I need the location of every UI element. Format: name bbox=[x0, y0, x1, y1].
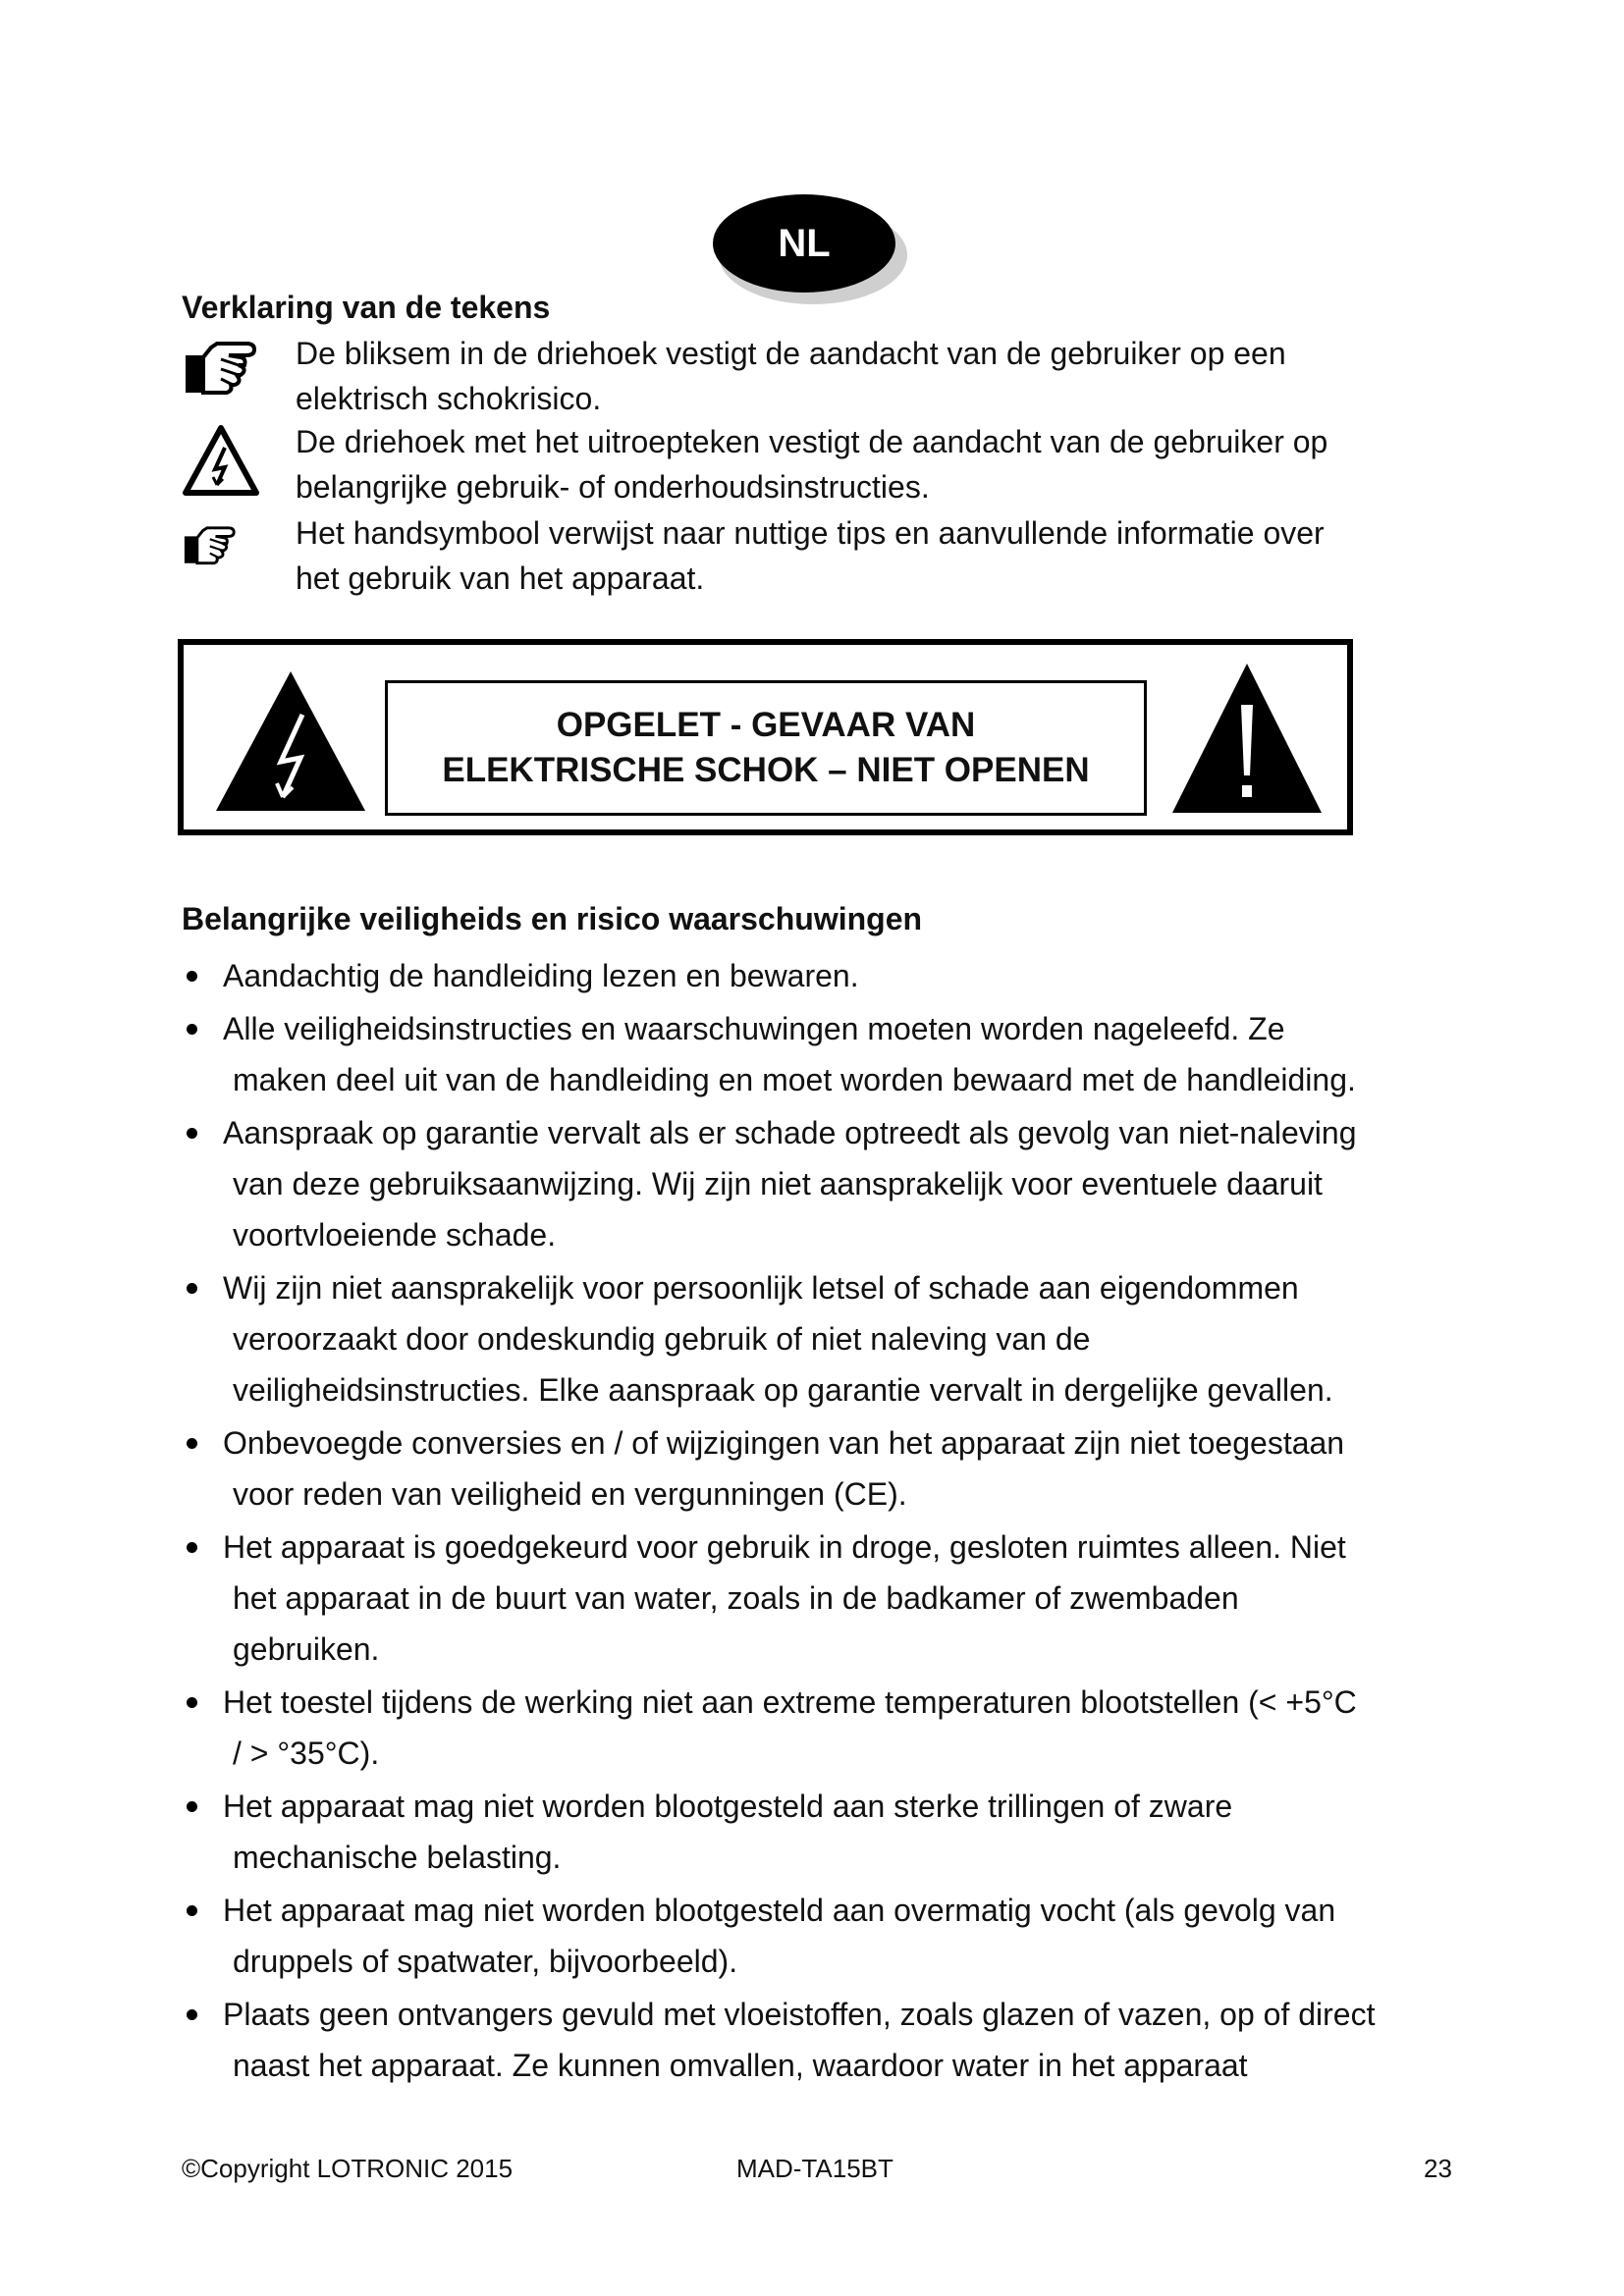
list-item: Aanspraak op garantie vervalt als er schade optreedt als gevolg van niet-naleving van deze gebruiksaanwijzing. Wij zijn niet aansprakelijk voor eventuele daaruit voortvloeiende schade. bbox=[182, 1107, 1478, 1260]
list-item: Alle veiligheidsinstructies en waarschuwingen moeten worden nageleefd. Ze maken deel uit van de handleiding en moet worden bewaard met de handleiding. bbox=[182, 1003, 1478, 1105]
language-badge bbox=[713, 192, 909, 306]
warning-line-2: ELEKTRISCHE SCHOK – NIET OPENEN bbox=[442, 751, 1090, 789]
exclamation-triangle-icon bbox=[1168, 660, 1326, 817]
footer-copyright: ©Copyright LOTRONIC 2015 bbox=[182, 2154, 514, 2183]
pointing-hand-icon bbox=[182, 522, 260, 567]
page-number: 23 bbox=[1424, 2154, 1452, 2183]
warning-message bbox=[385, 680, 1147, 816]
badge-label: NL bbox=[778, 221, 831, 265]
pointing-hand-icon bbox=[182, 336, 260, 399]
list-item: Onbevoegde conversies en / of wijzigingen van het apparaat zijn niet toegestaan voor reden van veiligheid en vergunningen (CE). bbox=[182, 1417, 1478, 1520]
list-item: Het toestel tijdens de werking niet aan extreme temperaturen blootstellen (< +5°C / > °35°C). bbox=[182, 1677, 1478, 1779]
badge-oval bbox=[713, 194, 895, 293]
legend-item-1 bbox=[296, 331, 1474, 421]
legend-item-1-line-1: De bliksem in de driehoek vestigt de aandacht van de gebruiker op een bbox=[296, 336, 1286, 371]
warning-line-1: OPGELET - GEVAAR VAN bbox=[556, 706, 976, 744]
legend-item-3-line-2: het gebruik van het apparaat. bbox=[296, 561, 705, 596]
list-item: Het apparaat is goedgekeurd voor gebruik in droge, gesloten ruimtes alleen. Niet het apparaat in de buurt van water, zoals in de badkamer of zwembaden gebruiken. bbox=[182, 1522, 1478, 1675]
safety-list bbox=[182, 950, 1478, 2093]
list-item: Het apparaat mag niet worden blootgesteld aan sterke trillingen of zware mechanische belasting. bbox=[182, 1781, 1478, 1883]
legend-item-2 bbox=[296, 419, 1474, 509]
lightning-triangle-icon bbox=[182, 424, 260, 497]
legend-item-2-line-2: belangrijke gebruik- of onderhoudsinstructies. bbox=[296, 469, 930, 505]
lightning-triangle-icon bbox=[212, 667, 369, 815]
footer-model: MAD-TA15BT bbox=[736, 2154, 893, 2183]
list-item: Plaats geen ontvangers gevuld met vloeistoffen, zoals glazen of vazen, op of direct naast het apparaat. Ze kunnen omvallen, waardoor water in het apparaat bbox=[182, 1989, 1478, 2091]
list-item: Het apparaat mag niet worden blootgesteld aan overmatig vocht (als gevolg van druppels of spatwater, bijvoorbeeld). bbox=[182, 1885, 1478, 1987]
legend-item-3-line-1: Het handsymbool verwijst naar nuttige tips en aanvullende informatie over bbox=[296, 515, 1325, 551]
list-item: Aandachtig de handleiding lezen en bewaren. bbox=[182, 950, 1478, 1001]
legend-item-3 bbox=[296, 510, 1474, 601]
list-item: Wij zijn niet aansprakelijk voor persoonlijk letsel of schade aan eigendommen veroorzaakt door ondeskundig gebruik of niet naleving van de veiligheidsinstructies. Elke aanspraak op garantie vervalt in dergelijke gevallen. bbox=[182, 1262, 1478, 1415]
legend-title: Verklaring van de tekens bbox=[182, 290, 551, 325]
legend-item-2-line-1: De driehoek met het uitroepteken vestigt de aandacht van de gebruiker op bbox=[296, 424, 1328, 459]
safety-title: Belangrijke veiligheids en risico waarschuwingen bbox=[182, 901, 923, 936]
legend-item-1-line-2: elektrisch schokrisico. bbox=[296, 381, 602, 416]
